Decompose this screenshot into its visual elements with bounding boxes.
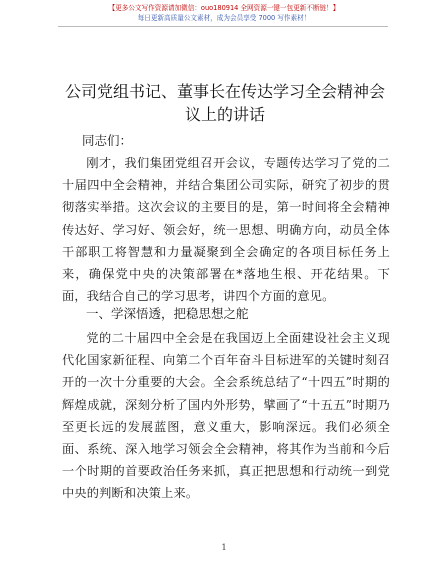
header-banner: [0, 3, 448, 23]
page-number: 1: [221, 543, 227, 552]
section-heading-1: 一、学深悟透，把稳思想之舵: [86, 306, 249, 321]
salutation: 同志们：: [82, 133, 133, 148]
document-title: 公司党组书记、董事长在传达学习全会精神会议上的讲话: [64, 82, 385, 124]
paragraph-2: 党的二十届四中全会是在我国迈上全面建设社会主义现代化国家新征程、向第二个百年奋斗目标进军的关键时刻召开的一次十分重要的大会。全会系统总结了“十四五”时期的辉煌成就，深刻分析了国内外形势，擘画了“十五五”时期乃至更长远的发展蓝图，意义重大，影响深远。我们必须全面、系统、深入地学习领会全会精神，将其作为当前和今后一个时期的首要政治任务来抓，真正把思想和行动统一到党中央的判断和决策上来。: [62, 331, 390, 501]
promo-line-1: 【更多公文写作资源请加微信：ouo180914 全网资源一键一包更新不断链！】: [108, 4, 340, 12]
promo-line-2: 每日更新高质量公文素材，成为会员享受 7000 写作素材！: [137, 14, 311, 22]
header-divider: [58, 26, 388, 27]
paragraph-1: 刚才，我们集团党组召开会议，专题传达学习了党的二十届四中全会精神，并结合集团公司实际，研究了初步的贯彻落实举措。这次会议的主要目的是，第一时间将全会精神传达好、学习好、领会好，统一思想、明确方向，动员全体干部职工将智慧和力量凝聚到全会确定的各项目标任务上来，确保党中央的决策部署在*落地生根、开花结果。下面，我结合自己的学习思考，讲四个方面的意见。: [62, 156, 390, 304]
